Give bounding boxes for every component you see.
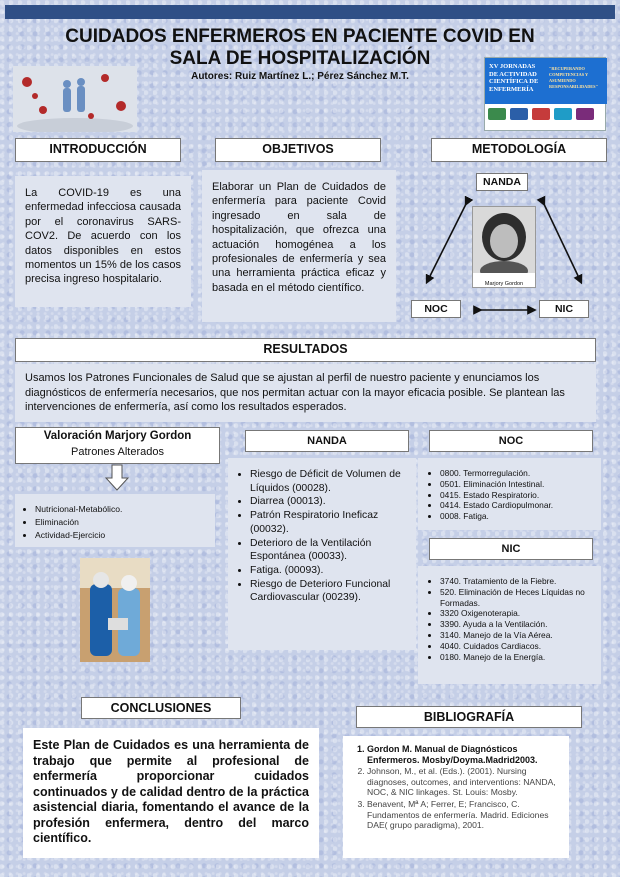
noc-list-box bbox=[418, 458, 601, 530]
down-arrow-icon bbox=[104, 464, 130, 492]
nic-list bbox=[426, 576, 595, 662]
nic-item: • 3140. Manejo de la Vía Aérea. bbox=[440, 630, 595, 641]
nanda-item: • Patrón Respiratorio Ineficaz (00032). bbox=[250, 509, 408, 536]
noc-list bbox=[426, 468, 595, 522]
arrow-nanda-noc bbox=[428, 202, 467, 280]
bibliografia-item: 1. Gordon M. Manual de Diagnósticos Enfermeros. Mosby/Doyma.Madrid2003. bbox=[367, 744, 561, 765]
noc-item: • 0008. Fatiga. bbox=[440, 511, 595, 522]
valoracion-item: • Actividad-Ejercicio bbox=[35, 529, 209, 542]
valoracion-list bbox=[21, 503, 209, 542]
sponsor-logo-icon bbox=[576, 108, 594, 120]
covid-illustration bbox=[13, 66, 137, 132]
jornadas-line-4: ENFERMERÍA bbox=[489, 85, 534, 93]
valoracion-item: • Nutricional-Metabólico. bbox=[35, 503, 209, 516]
noc-heading: NOC bbox=[429, 430, 593, 452]
nic-item: • 3740. Tratamiento de la Fiebre. bbox=[440, 576, 595, 587]
noc-item: • 0501. Eliminación Intestinal. bbox=[440, 479, 595, 490]
top-banner-bar bbox=[5, 5, 615, 19]
nanda-item: • Riesgo de Deterioro Funcional Cardiovascular (00239). bbox=[250, 578, 408, 605]
jornadas-banner bbox=[485, 58, 607, 104]
nanda-list-box bbox=[228, 458, 416, 650]
nanda-item: • Fatiga. (00093). bbox=[250, 564, 408, 578]
nic-item: • 4040. Cuidados Cardiacos. bbox=[440, 641, 595, 652]
nanda-item: • Diarrea (00013). bbox=[250, 495, 408, 509]
nanda-item: • Riesgo de Déficit de Volumen de Líquidos (00028). bbox=[250, 468, 408, 495]
jornadas-logo bbox=[484, 57, 606, 131]
sponsor-logo-icon bbox=[554, 108, 572, 120]
valoracion-heading-box bbox=[15, 427, 220, 464]
bibliografia-list bbox=[353, 744, 561, 831]
conclusiones-text: Este Plan de Cuidados es una herramienta de trabajo que permite al profesional de enfermería proporcionar cuidados continuados y de calidad dentro de la práctica asistencial diaria, fomentando el avance de la profesión enfermera, dentro del marco científico. bbox=[23, 728, 319, 858]
valoracion-list-box bbox=[15, 494, 215, 547]
introduccion-heading: INTRODUCCIÓN bbox=[15, 138, 181, 162]
noc-item: • 0800. Termorregulación. bbox=[440, 468, 595, 479]
nic-item: • 0180. Manejo de la Energía. bbox=[440, 652, 595, 663]
nic-heading: NIC bbox=[429, 538, 593, 560]
metodologia-nanda-label: NANDA bbox=[476, 173, 528, 191]
objetivos-text: Elaborar un Plan de Cuidados de enfermería para paciente Covid ingresado en sala de hospitalización, que ofrezca una actuación homogénea a los profesionales de enfermería y sea una herramienta práctica eficaz y basada en el método científico. bbox=[202, 170, 396, 322]
objetivos-heading: OBJETIVOS bbox=[215, 138, 381, 162]
nic-list-box bbox=[418, 566, 601, 684]
valoracion-title: Valoración Marjory Gordon bbox=[43, 430, 192, 442]
bibliografia-heading: BIBLIOGRAFÍA bbox=[356, 706, 582, 728]
metodologia-arrows bbox=[410, 190, 610, 320]
valoracion-item: • Eliminación bbox=[35, 516, 209, 529]
bibliografia-box bbox=[343, 736, 569, 858]
jornadas-line-3: CIENTÍFICA DE bbox=[489, 78, 539, 85]
sponsor-logo-icon bbox=[510, 108, 528, 120]
resultados-heading: RESULTADOS bbox=[15, 338, 596, 362]
bibliografia-item: 3. Benavent, Mª A; Ferrer, E; Francisco, C. Fundamentos de enfermería. Madrid. Ediciones DAE( grupo paradigma), 2001. bbox=[367, 799, 561, 831]
portrait-caption: Marjory Gordon bbox=[484, 281, 524, 287]
introduccion-text: La COVID-19 es una enfermedad infecciosa causada por el coronavirus SARS-COV2. De acuerdo con los datos disponibles en estos momentos un 15% de los casos precisa ingreso hospitalario. bbox=[15, 176, 191, 307]
nic-item: • 3390. Ayuda a la Ventilación. bbox=[440, 619, 595, 630]
sponsor-logos bbox=[488, 108, 594, 120]
metodologia-heading: METODOLOGÍA bbox=[431, 138, 607, 162]
valoracion-subtitle: Patrones Alterados bbox=[71, 446, 164, 458]
nic-item: • 520. Eliminación de Heces Líquidas no Formadas. bbox=[440, 587, 595, 609]
arrow-nanda-nic bbox=[543, 202, 580, 280]
metodologia-noc-label: NOC bbox=[411, 300, 461, 318]
nanda-heading: NANDA bbox=[245, 430, 409, 452]
nanda-list bbox=[236, 468, 408, 605]
authors-line: Autores: Ruiz Martínez L.; Pérez Sánchez M.T. bbox=[191, 71, 409, 82]
sponsor-logo-icon bbox=[488, 108, 506, 120]
jornadas-motto: "RECUPERANDO COMPETENCIAS Y ASUMIENDO RESPONSABILIDADES" bbox=[549, 66, 598, 89]
sponsor-logo-icon bbox=[532, 108, 550, 120]
noc-item: • 0414. Estado Cardiopulmonar. bbox=[440, 500, 595, 511]
noc-item: • 0415. Estado Respiratorio. bbox=[440, 490, 595, 501]
poster-title: CUIDADOS ENFERMEROS EN PACIENTE COVID EN SALA DE HOSPITALIZACIÓN bbox=[65, 26, 535, 69]
jornadas-line-2: DE ACTIVIDAD bbox=[489, 70, 537, 78]
bibliografia-item: 2. Johnson, M., et al. (Eds.). (2001). Nursing diagnoses, outcomes, and interventions: NANDA, NOC, & NIC linkages. St. Louis: Mosby. bbox=[367, 766, 561, 798]
resultados-text: Usamos los Patrones Funcionales de Salud que se ajustan al perfil de nuestro paciente y enunciamos los diagnósticos de enfermería necesarios, que nos permitan actuar con la mayor eficacia posible. Se plantean las intervenciones de enfermería, así como los resultados esperados. bbox=[15, 364, 596, 422]
nanda-item: • Deterioro de la Ventilación Espontánea (00033). bbox=[250, 537, 408, 564]
conclusiones-heading: CONCLUSIONES bbox=[81, 697, 241, 719]
nic-item: • 3320 Oxigenoterapia. bbox=[440, 608, 595, 619]
nurses-photo bbox=[80, 558, 150, 662]
jornadas-line-1: XV JORNADAS bbox=[489, 63, 536, 70]
metodologia-nic-label: NIC bbox=[539, 300, 589, 318]
